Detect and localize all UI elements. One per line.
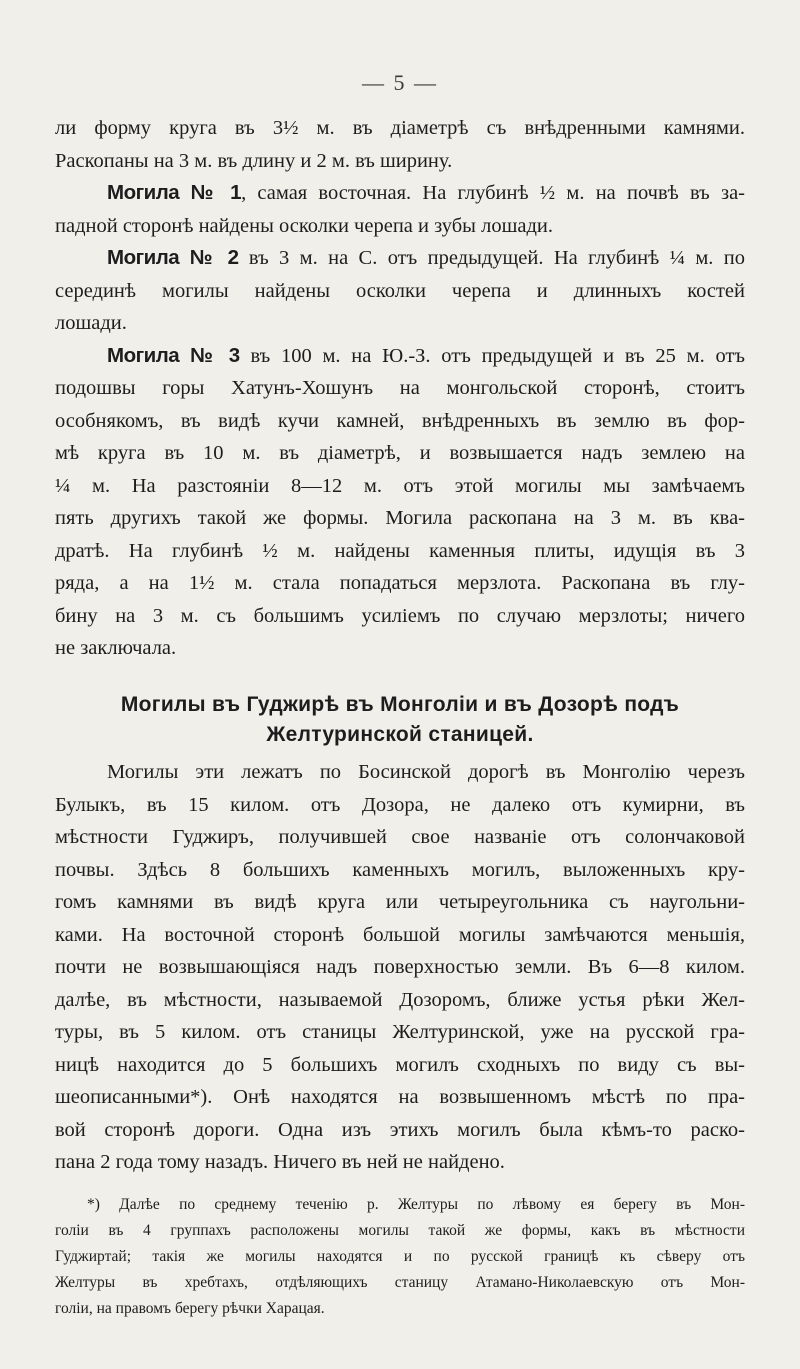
- grave-2-label: Могила № 2: [107, 246, 239, 269]
- text-line: туры, въ 5 килом. отъ станицы Желтуринской, уже на русской гра-: [55, 1021, 745, 1043]
- text-line: Булыкъ, въ 15 килом. отъ Дозора, не далеко отъ кумирни, въ: [55, 793, 745, 816]
- text-line: пана 2 года тому назадъ. Ничего въ ней не найдено.: [55, 1151, 505, 1173]
- gudzhir-paragraph: [55, 756, 745, 1179]
- footnote-line: Гуджиртай; такія же могилы находятся и по русской границѣ къ сѣверу отъ: [55, 1248, 745, 1265]
- text-fragment: въ 3 м. на С. отъ предыдущей. На глубинѣ ¼ м. по: [238, 247, 745, 269]
- text-line: бину на 3 м. съ большимъ усиліемъ по случаю мерзлоты; ничего: [55, 604, 745, 627]
- grave-3-paragraph: [55, 340, 745, 373]
- text-line: ницѣ находится до 5 большихъ могилъ сходныхъ по виду съ вы-: [55, 1053, 745, 1076]
- text-line: подошвы горы Хатунъ-Хошунъ на монгольской сторонѣ, стоитъ: [55, 377, 745, 399]
- footnote-line: *) Далѣе по среднему теченію р. Желтуры по лѣвому ея берегу въ Мон-: [87, 1196, 745, 1213]
- text-line: ли форму круга въ 3½ м. въ діаметрѣ съ внѣдренными камнями.: [55, 117, 745, 139]
- text-line: шеописанными*). Онѣ находятся на возвышенномъ мѣстѣ по пра-: [55, 1086, 745, 1108]
- heading-line: Желтуринской станицей.: [266, 723, 534, 746]
- grave-1-paragraph: [55, 177, 745, 210]
- grave-2-paragraph: [55, 242, 745, 275]
- text-line: гомъ камнями въ видѣ круга или четыреугольника съ наугольни-: [55, 891, 745, 913]
- text-line: лошади.: [55, 312, 127, 334]
- footnote-line: голіи, на правомъ берегу рѣчки Харацая.: [55, 1300, 325, 1317]
- text-fragment: , самая восточная. На глубинѣ ½ м. на почвѣ въ за-: [241, 182, 745, 204]
- text-fragment: въ 100 м. на Ю.-З. отъ предыдущей и въ 25 м. отъ: [239, 344, 745, 367]
- text-line: не заключала.: [55, 637, 177, 659]
- footnote: [55, 1192, 745, 1322]
- text-line: падной сторонѣ найдены осколки черепа и зубы лошади.: [55, 214, 553, 237]
- text-line: Могилы эти лежатъ по Босинской дорогѣ въ Монголію черезъ: [107, 761, 745, 783]
- text-line: ¼ м. На разстояніи 8—12 м. отъ этой могилы мы замѣчаемъ: [55, 474, 745, 497]
- text-line: почвы. Здѣсь 8 большихъ каменныхъ могилъ, выложенныхъ кру-: [55, 858, 745, 881]
- text-line: далѣе, въ мѣстности, называемой Дозоромъ, ближе устья рѣки Жел-: [55, 988, 745, 1011]
- grave-1-label: Могила № 1: [107, 181, 242, 204]
- text-line: почти не возвышающіяся надъ поверхностью земли. Въ 6—8 килом.: [55, 956, 745, 978]
- text-line: мѣстности Гуджиръ, получившей свое названіе отъ солончаковой: [55, 826, 745, 848]
- text-line: пять другихъ такой же формы. Могила раскопана на 3 м. въ ква-: [55, 507, 745, 529]
- text-line: серединѣ могилы найдены осколки черепа и длинныхъ костей: [55, 279, 745, 302]
- text-line: ками. На восточной сторонѣ большой могилы замѣчаются меньшія,: [55, 923, 745, 946]
- section-heading: [40, 690, 760, 750]
- text-line: особнякомъ, въ видѣ кучи камней, внѣдренныхъ въ землю въ фор-: [55, 409, 745, 432]
- footnote-line: Желтуры въ хребтахъ, отдѣляющихъ станицу Атамано-Николаевскую отъ Мон-: [55, 1274, 745, 1291]
- page-number: — 5 —: [362, 70, 438, 95]
- text-line: мѣ круга въ 10 м. въ діаметрѣ, и возвышается надъ землею на: [55, 442, 745, 464]
- text-line: дратѣ. На глубинѣ ½ м. найдены каменныя плиты, идущія въ 3: [55, 539, 745, 562]
- grave-3-label: Могила № 3: [107, 343, 240, 367]
- text-line: Раскопаны на 3 м. въ длину и 2 м. въ ширину.: [55, 149, 453, 172]
- footnote-line: голіи въ 4 группахъ расположены могилы такой же формы, какъ въ мѣстности: [55, 1222, 745, 1239]
- text-line: вой сторонѣ дороги. Одна изъ этихъ могилъ была кѣмъ-то раско-: [55, 1118, 745, 1141]
- heading-line: Могилы въ Гуджирѣ въ Монголіи и въ Дозорѣ подъ: [120, 693, 680, 716]
- grave-descriptions: [55, 112, 745, 665]
- text-line: ряда, а на 1½ м. стала попадаться мерзлота. Раскопана въ глу-: [55, 572, 745, 594]
